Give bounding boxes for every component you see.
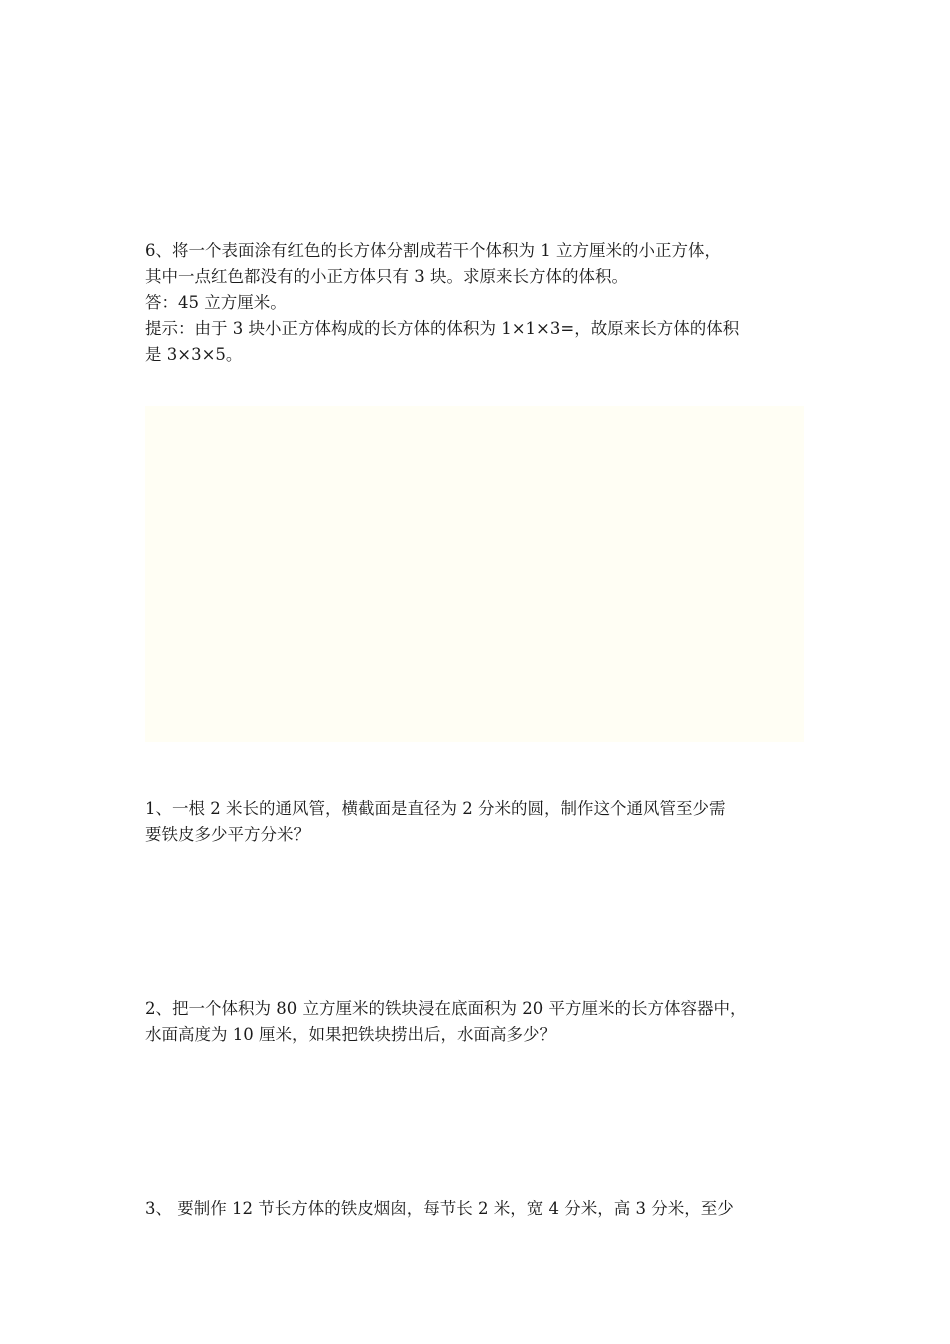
problem-2-line-2: 水面高度为 10 厘米，如果把铁块捞出后，水面高多少？ [145, 1025, 556, 1044]
problem-6-question-line-2: 其中一点红色都没有的小正方体只有 3 块。求原来长方体的体积。 [145, 267, 628, 286]
problem-3 [145, 1196, 815, 1222]
problem-6-question-line-1: 6、将一个表面涂有红色的长方体分割成若干个体积为 1 立方厘米的小正方体， [145, 241, 721, 260]
problem-3-line-1: 3、 要制作 12 节长方体的铁皮烟囱，每节长 2 米，宽 4 分米，高 3 分米，至少 [145, 1199, 734, 1218]
problem-1-line-1: 1、一根 2 米长的通风管，横截面是直径为 2 分米的圆，制作这个通风管至少需 [145, 799, 726, 818]
problem-6 [145, 238, 815, 368]
problem-1-line-2: 要铁皮多少平方分米？ [145, 825, 310, 844]
problem-6-hint-line-2: 是 3×3×5。 [145, 345, 243, 364]
blank-figure-area [145, 406, 804, 742]
problem-6-hint-line-1: 提示：由于 3 块小正方体构成的长方体的体积为 1×1×3=，故原来长方体的体积 [145, 319, 740, 338]
problem-2 [145, 996, 815, 1048]
problem-6-answer: 答：45 立方厘米。 [145, 293, 287, 312]
problem-2-line-1: 2、把一个体积为 80 立方厘米的铁块浸在底面积为 20 平方厘米的长方体容器中， [145, 999, 747, 1018]
problem-1 [145, 796, 815, 848]
